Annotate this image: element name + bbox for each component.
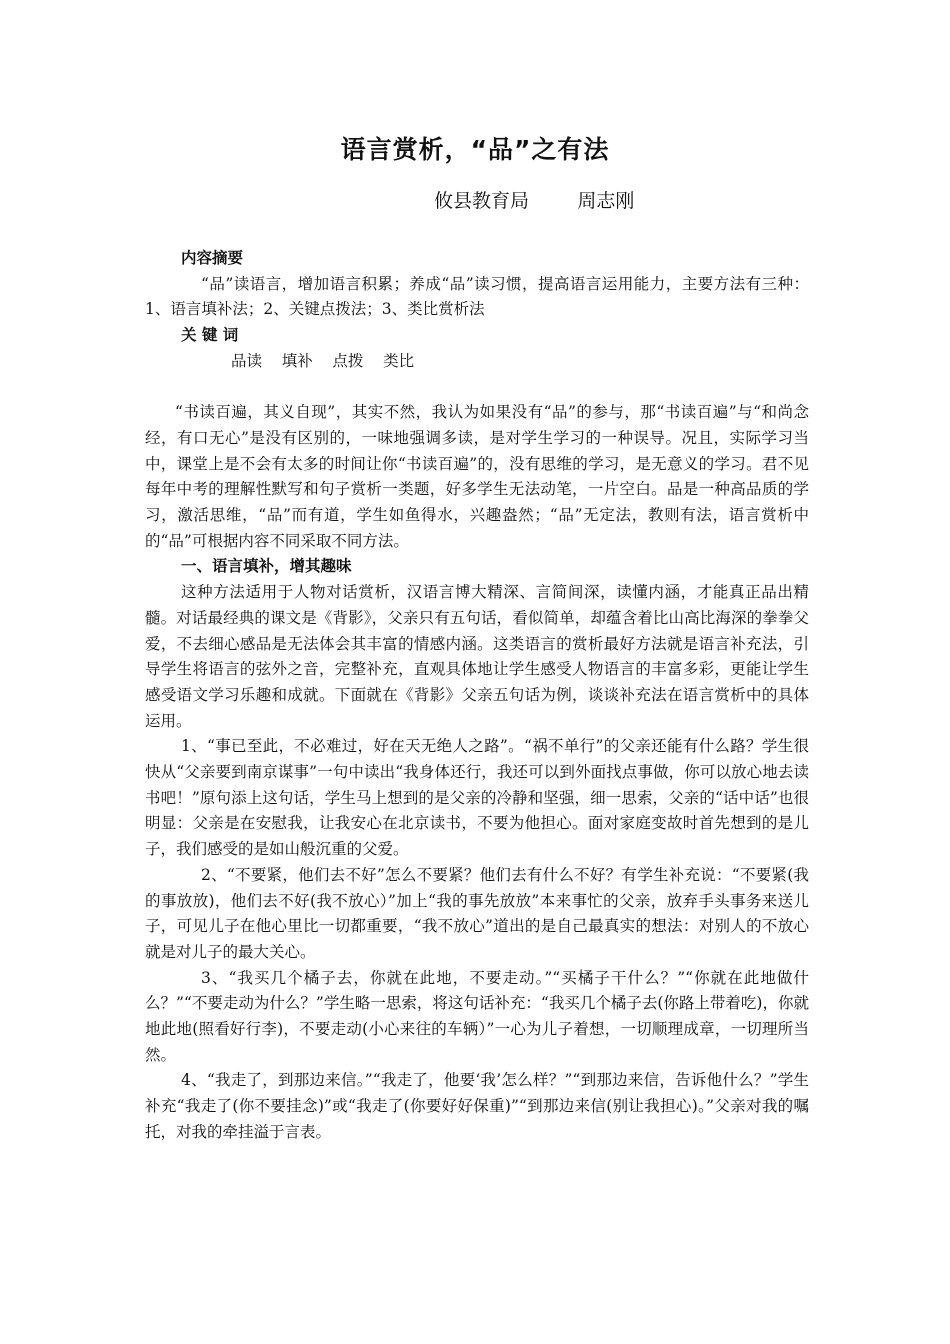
section-heading: 一、语言填补，增其趣味: [181, 557, 352, 576]
abstract-text: “品”读语言，增加语言积累；养成“品”读习惯，提高语言运用能力，主要方法有三种：1、语言填补法；2、关键点拨法；3、类比赏析法: [145, 274, 809, 319]
author-line: 攸县教育局 周志刚: [434, 190, 635, 212]
intro-paragraph: “书读百遍，其义自现”，其实不然，我认为如果没有“品”的参与，那“书读百遍”与“和尚念经，有口无心”是没有区别的，一味地强调多读，是对学生学习的一种误导。况且，实际学习当中，课堂上是不会有太多的时间让你“书读百遍”的，没有思维的学习，是无意义的学习。君不见每年中考的理解性默写和句子赏析一类题，好多学生无法动笔，一片空白。品是一种高品质的学习，激活思维，“品”而有道，学生如鱼得水，兴趣盎然；“品”无定法，教则有法，语言赏析中的“品”可根据内容不同采取不同方法。: [145, 403, 809, 550]
keywords-list: 品读 填补 点拨 类比: [231, 351, 415, 370]
keywords-heading: 关 键 词: [181, 326, 239, 345]
abstract-heading: 内容摘要: [181, 249, 244, 267]
document-title: 语言赏析，“品”之有法: [340, 135, 610, 164]
example-paragraph-1: 1、“事已至此，不必难过，好在天无绝人之路”。“祸不单行”的父亲还能有什么路？学生很快从“父亲要到南京谋事”一句中读出“我身体还行，我还可以到外面找点事做，你可以放心地去读书吧！”原句添上这句话，学生马上想到的是父亲的冷静和坚强，细一思索，父亲的“话中话”也很明显：父亲是在安慰我，让我安心在北京读书，不要为他担心。面对家庭变故时首先想到的是儿子，我们感受的是如山般沉重的父爱。: [145, 737, 809, 859]
paragraph-spacer: [145, 375, 809, 401]
section-intro-paragraph: 这种方法适用于人物对话赏析，汉语言博大精深、言简间深，读懂内涵，才能真正品出精髓。对话最经典的课文是《背影》，父亲只有五句话，看似简单，却蕴含着比山高比海深的拳拳父爱，不去细心感品是无法体会其丰富的情感内涵。这类语言的赏析最好方法就是语言补充法，引导学生将语言的弦外之音，完整补充，直观具体地让学生感受人物语言的丰富多彩，更能让学生感受语文学习乐趣和成就。下面就在《背影》父亲五句话为例，谈谈补充法在语言赏析中的具体运用。: [145, 583, 809, 730]
example-paragraph-3: 3、“我买几个橘子去，你就在此地，不要走动。”“买橘子干什么？”“你就在此地做什么？”“不要走动为什么？”学生略一思索，将这句话补充：“我买几个橘子去(你路上带着吃)，你就地此地(照看好行李)，不要走动(小心来往的车辆）”一心为儿子着想，一切顺理成章，一切理所当然。: [145, 968, 809, 1064]
document-body: [145, 246, 809, 1146]
example-paragraph-2: 2、“不要紧，他们去不好”怎么不要紧？他们去有什么不好？有学生补充说：“不要紧(我的事放放)，他们去不好(我不放心）”加上“我的事先放放”本来事忙的父亲，放弃手头事务来送儿子，可见儿子在他心里比一切都重要，“我不放心”道出的是自己最真实的想法：对别人的不放心就是对儿子的最大关心。: [145, 865, 809, 961]
example-paragraph-4: 4、“我走了，到那边来信。”“我走了，他要‘我’怎么样？”“到那边来信，告诉他什么？”学生补充“我走了(你不要挂念)”或“我走了(你要好好保重)”“到那边来信(别让我担心)。”父亲对我的嘱托，对我的牵挂溢于言表。: [145, 1071, 809, 1141]
